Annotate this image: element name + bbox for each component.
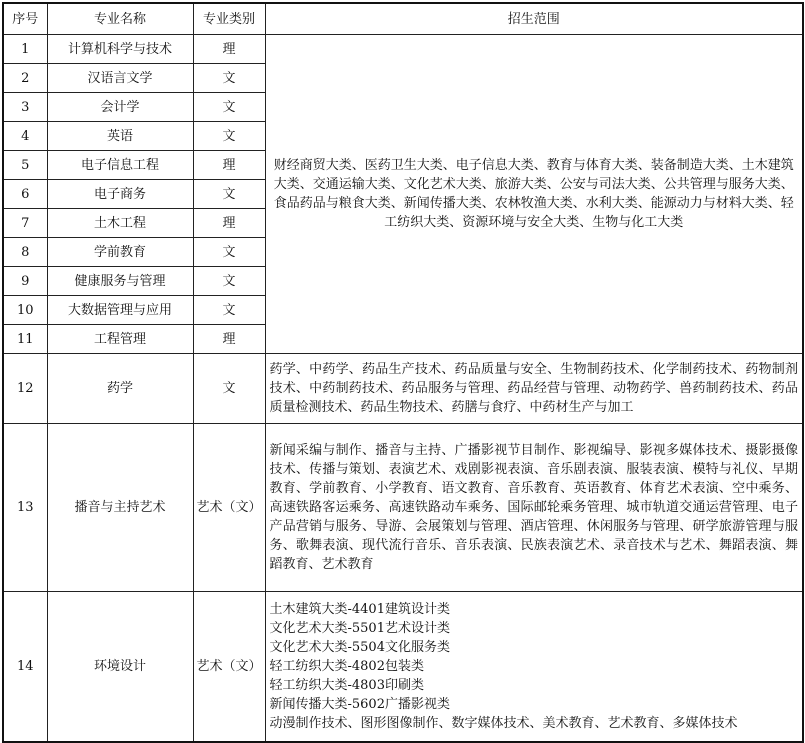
table-row bbox=[3, 354, 803, 424]
row-major-type: 艺术（文） bbox=[193, 592, 265, 742]
scope-14-line: 轻工纺织大类-4802包装类 bbox=[269, 658, 424, 674]
row-major-name: 英语 bbox=[47, 122, 193, 151]
row-major-type: 理 bbox=[193, 209, 265, 238]
row-no: 11 bbox=[3, 325, 47, 354]
scope-13: 新闻采编与制作、播音与主持、广播影视节目制作、影视编导、影视多媒体技术、摄影摄像技术、传播与策划、表演艺术、戏剧影视表演、音乐剧表演、服装表演、模特与礼仪、早期教育、学前教育、小学教育、语文教育、音乐教育、英语教育、体育艺术表演、空中乘务、高速铁路客运乘务、高速铁路动车乘务、国际邮轮乘务管理、城市轨道交通运营管理、电子产品营销与服务、导游、会展策划与管理、酒店管理、休闲服务与管理、研学旅游管理与服务、歌舞表演、现代流行音乐、音乐表演、民族表演艺术、录音技术与艺术、舞蹈表演、舞蹈教育、艺术教育 bbox=[265, 424, 803, 592]
row-major-type: 文 bbox=[193, 296, 265, 325]
row-no: 2 bbox=[3, 64, 47, 93]
row-major-name: 播音与主持艺术 bbox=[47, 424, 193, 592]
row-major-name: 电子商务 bbox=[47, 180, 193, 209]
row-no: 13 bbox=[3, 424, 47, 592]
scope-14 bbox=[265, 592, 803, 742]
table-row bbox=[3, 592, 803, 742]
row-major-type: 理 bbox=[193, 35, 265, 64]
row-major-name: 电子信息工程 bbox=[47, 151, 193, 180]
row-major-type: 理 bbox=[193, 325, 265, 354]
row-no: 9 bbox=[3, 267, 47, 296]
row-major-name: 大数据管理与应用 bbox=[47, 296, 193, 325]
row-major-type: 艺术（文） bbox=[193, 424, 265, 592]
row-major-name: 计算机科学与技术 bbox=[47, 35, 193, 64]
row-no: 8 bbox=[3, 238, 47, 267]
row-no: 12 bbox=[3, 354, 47, 424]
row-major-type: 文 bbox=[193, 64, 265, 93]
admissions-table-container bbox=[2, 2, 802, 738]
table-row bbox=[3, 35, 803, 64]
scope-14-line: 文化艺术大类-5504文化服务类 bbox=[269, 639, 450, 655]
row-no: 3 bbox=[3, 93, 47, 122]
scope-group-1-11: 财经商贸大类、医药卫生大类、电子信息大类、教育与体育大类、装备制造大类、土木建筑大类、交通运输大类、文化艺术大类、旅游大类、公安与司法大类、公共管理与服务大类、食品药品与粮食大类、新闻传播大类、农林牧渔大类、水利大类、能源动力与材料大类、轻工纺织大类、资源环境与安全大类、生物与化工大类 bbox=[265, 35, 803, 354]
row-major-type: 文 bbox=[193, 354, 265, 424]
row-major-type: 文 bbox=[193, 93, 265, 122]
row-major-type: 文 bbox=[193, 180, 265, 209]
row-major-name: 学前教育 bbox=[47, 238, 193, 267]
row-no: 5 bbox=[3, 151, 47, 180]
row-no: 10 bbox=[3, 296, 47, 325]
header-scope: 招生范围 bbox=[265, 3, 803, 35]
header-major-name: 专业名称 bbox=[47, 3, 193, 35]
scope-14-line: 土木建筑大类-4401建筑设计类 bbox=[269, 601, 450, 617]
row-no: 4 bbox=[3, 122, 47, 151]
table-row bbox=[3, 424, 803, 592]
row-major-type: 文 bbox=[193, 122, 265, 151]
row-major-name: 工程管理 bbox=[47, 325, 193, 354]
row-no: 7 bbox=[3, 209, 47, 238]
header-major-type: 专业类别 bbox=[193, 3, 265, 35]
row-major-name: 会计学 bbox=[47, 93, 193, 122]
row-major-type: 文 bbox=[193, 267, 265, 296]
scope-14-line: 动漫制作技术、图形图像制作、数字媒体技术、美术教育、艺术教育、多媒体技术 bbox=[269, 715, 738, 731]
row-major-name: 健康服务与管理 bbox=[47, 267, 193, 296]
row-major-name: 土木工程 bbox=[47, 209, 193, 238]
header-no: 序号 bbox=[3, 3, 47, 35]
row-major-type: 理 bbox=[193, 151, 265, 180]
row-no: 14 bbox=[3, 592, 47, 742]
admissions-table bbox=[2, 2, 804, 743]
scope-14-line: 文化艺术大类-5501艺术设计类 bbox=[269, 620, 450, 636]
row-major-name: 汉语言文学 bbox=[47, 64, 193, 93]
row-major-type: 文 bbox=[193, 238, 265, 267]
scope-14-line: 轻工纺织大类-4803印刷类 bbox=[269, 677, 424, 693]
row-major-name: 环境设计 bbox=[47, 592, 193, 742]
row-no: 6 bbox=[3, 180, 47, 209]
scope-12: 药学、中药学、药品生产技术、药品质量与安全、生物制药技术、化学制药技术、药物制剂技术、中药制药技术、药品服务与管理、药品经营与管理、动物药学、兽药制药技术、药品质量检测技术、药品生物技术、药膳与食疗、中药材生产与加工 bbox=[265, 354, 803, 424]
row-no: 1 bbox=[3, 35, 47, 64]
scope-14-line: 新闻传播大类-5602广播影视类 bbox=[269, 696, 450, 712]
row-major-name: 药学 bbox=[47, 354, 193, 424]
table-header-row bbox=[3, 3, 803, 35]
